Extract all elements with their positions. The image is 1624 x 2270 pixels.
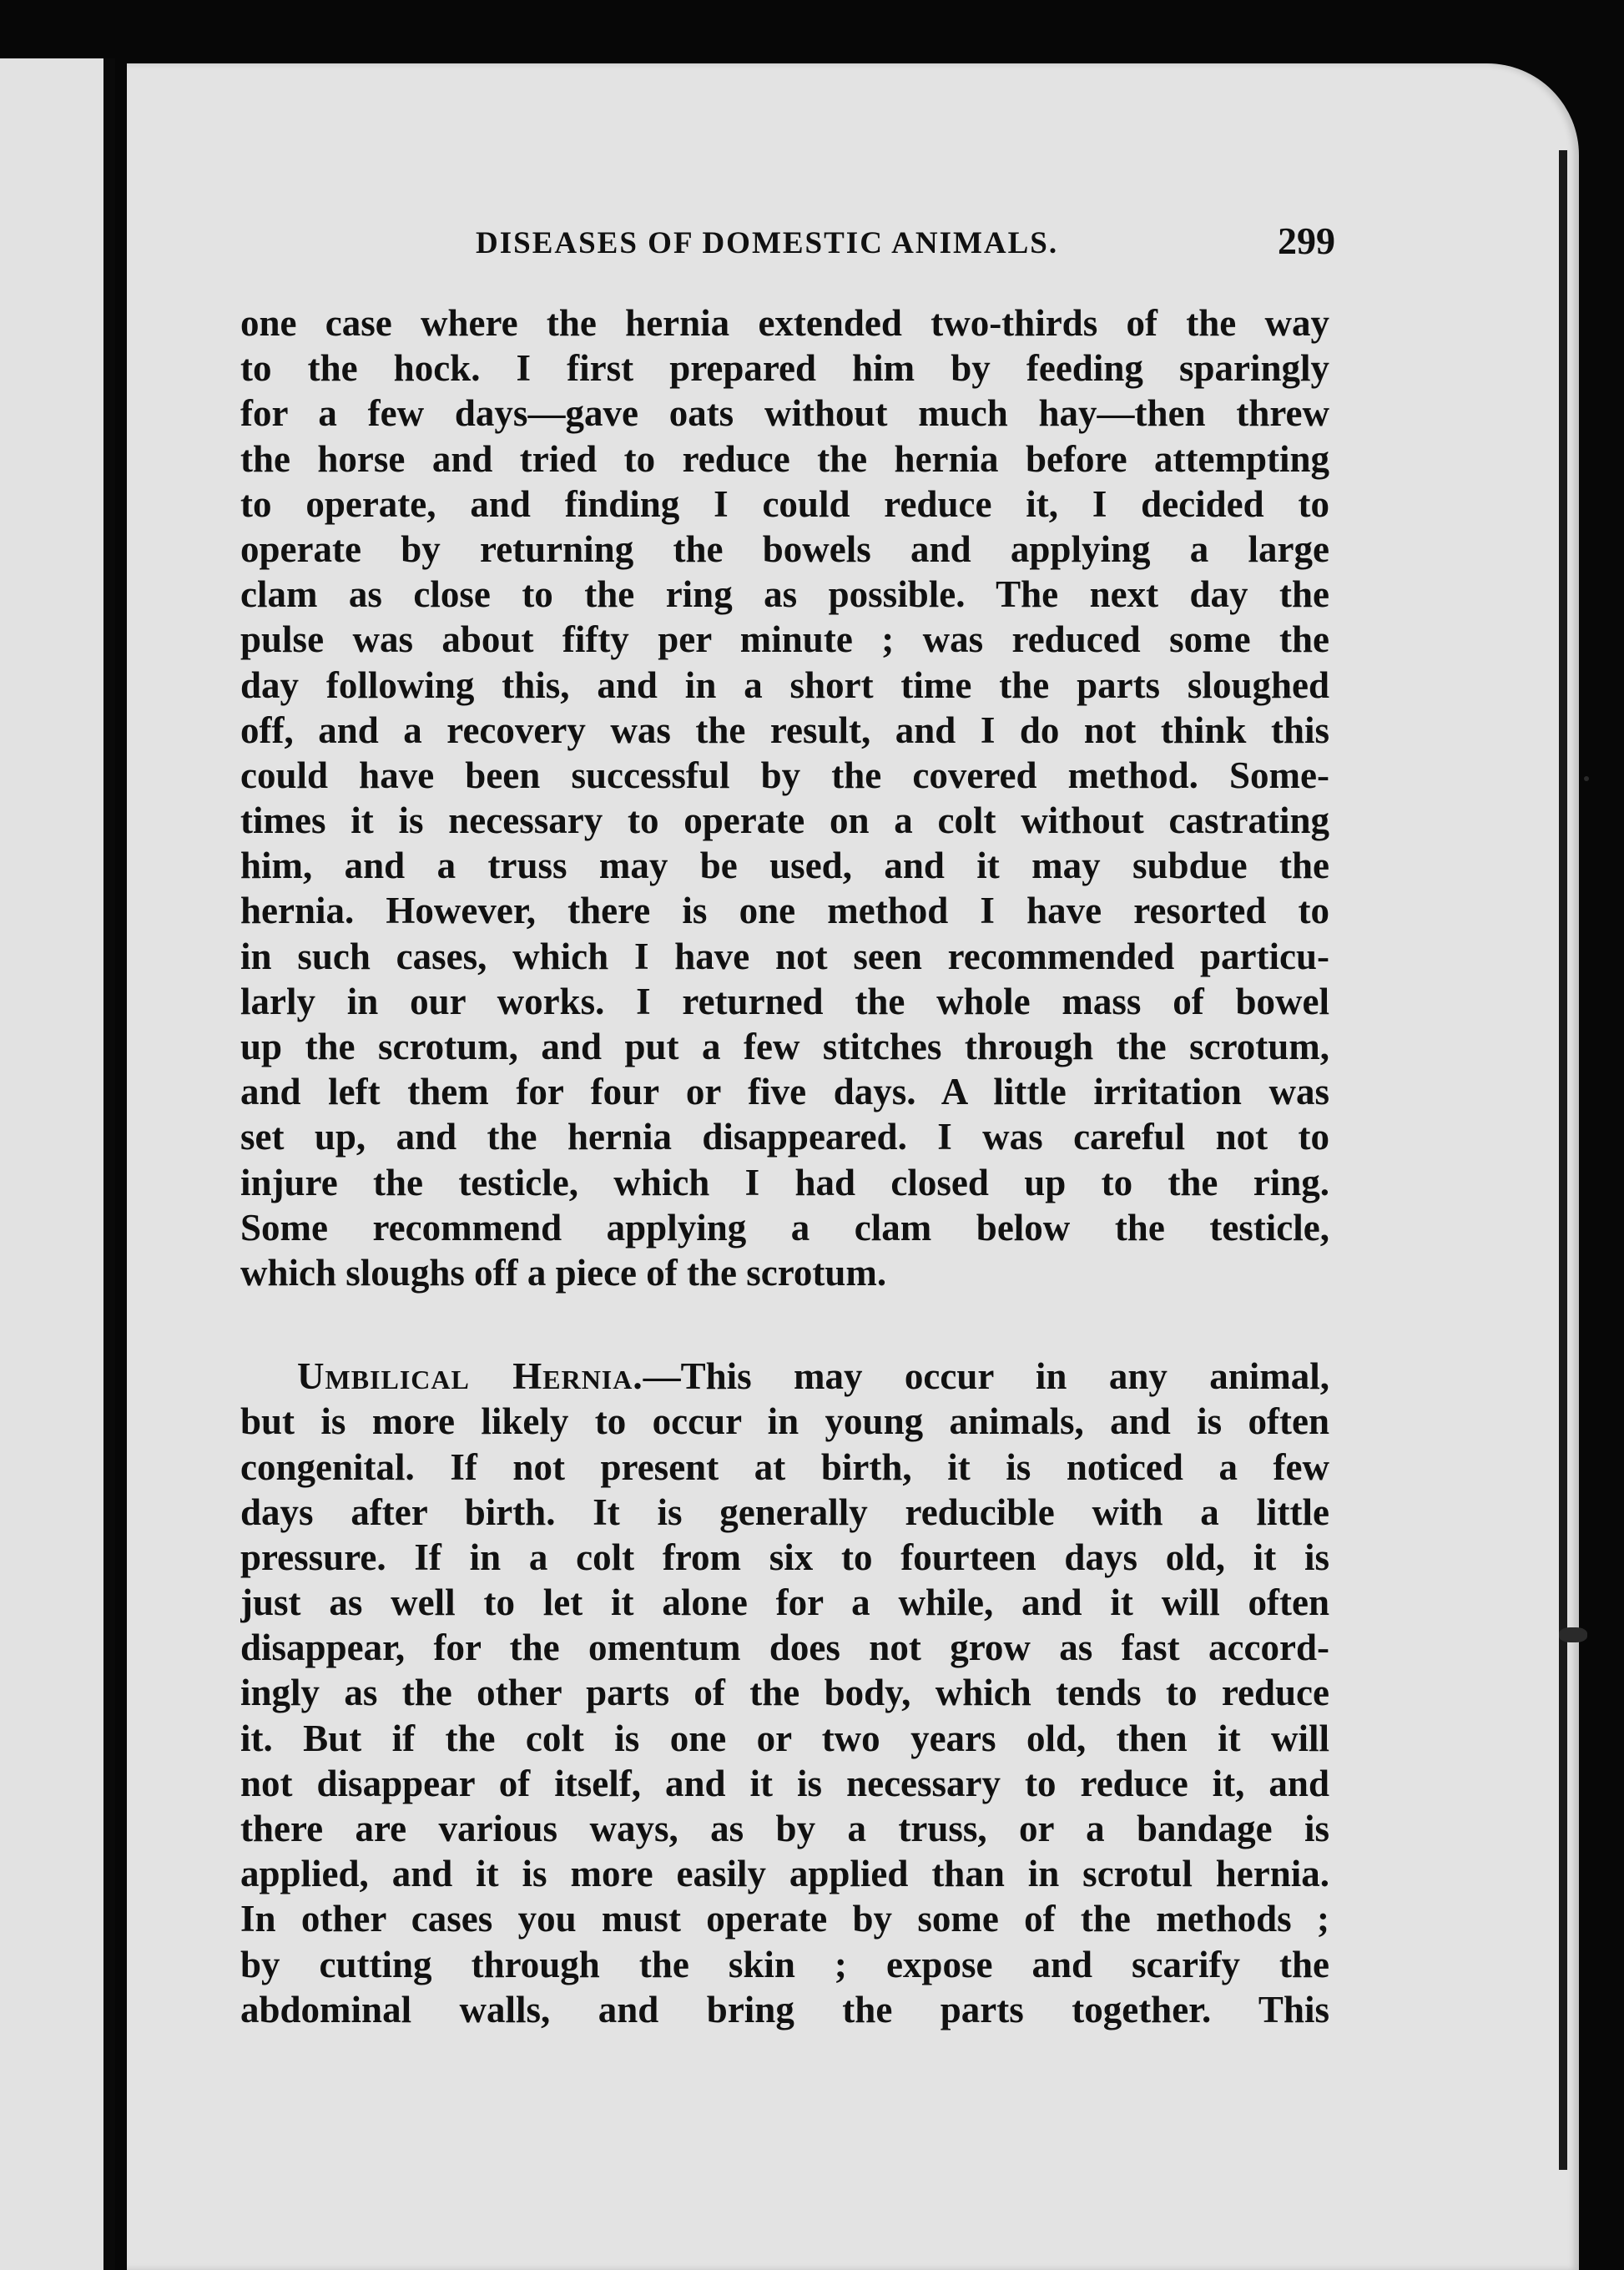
- text-line: larly in our works. I returned the whole mass of bowel: [240, 980, 1329, 1022]
- text-line: pulse was about fifty per minute ; was reduced some the: [240, 618, 1329, 661]
- text-line: operate by returning the bowels and applying a large: [240, 527, 1329, 570]
- text-line: injure the testicle, which I had closed up to the ring.: [240, 1161, 1329, 1203]
- text-line: to the hock. I first prepared him by feeding sparingly: [240, 347, 1329, 390]
- text-line: the horse and tried to reduce the hernia before attempting: [240, 437, 1329, 480]
- running-head: [242, 219, 1335, 269]
- text-line: clam as close to the ring as possible. The next day the: [240, 573, 1329, 616]
- text-line: off, and a recovery was the result, and I do not think this: [240, 709, 1329, 751]
- text-line: in such cases, which I have not seen recommended particu-: [240, 935, 1329, 977]
- text-line: hernia. However, there is one method I have resorted to: [240, 890, 1329, 932]
- paragraph-umbilical-hernia: [240, 1354, 1329, 2032]
- body-text: [240, 300, 1329, 2032]
- text-line: not disappear of itself, and it is necessary to reduce it, and: [240, 1762, 1329, 1804]
- page-number: 299: [1278, 219, 1335, 262]
- text-line: day following this, and in a short time the parts sloughed: [240, 663, 1329, 706]
- paragraph-spacer: [240, 1295, 1329, 1354]
- text-line: applied, and it is more easily applied than in scrotul hernia.: [240, 1853, 1329, 1895]
- scan-speck: [1584, 776, 1589, 781]
- text-line: days after birth. It is generally reducible with a little: [240, 1491, 1329, 1533]
- text-line: just as well to let it alone for a while, and it will often: [240, 1581, 1329, 1624]
- running-head-title: DISEASES OF DOMESTIC ANIMALS.: [476, 226, 1059, 260]
- text-line: for a few days—gave oats without much hay—then threw: [240, 392, 1329, 435]
- text-line: disappear, for the omentum does not grow as fast accord-: [240, 1627, 1329, 1669]
- text-line: and left them for four or five days. A little irritation was: [240, 1071, 1329, 1113]
- text-line: [240, 1354, 1329, 1399]
- text-line: ingly as the other parts of the body, which tends to reduce: [240, 1672, 1329, 1714]
- text-line: Some recommend applying a clam below the testicle,: [240, 1206, 1329, 1248]
- scan-speck: [1559, 1627, 1587, 1642]
- text-line: pressure. If in a colt from six to fourteen days old, it is: [240, 1536, 1329, 1578]
- text-line: In other cases you must operate by some of the methods ;: [240, 1898, 1329, 1940]
- text-line: there are various ways, as by a truss, or a bandage is: [240, 1808, 1329, 1849]
- page-right-edge: [1559, 150, 1567, 2170]
- book-gutter: [103, 58, 115, 2270]
- paragraph-hernia-case: [240, 300, 1329, 1295]
- section-heading: Umbilical Hernia.: [297, 1355, 643, 1398]
- text-line: but is more likely to occur in young animals, and is often: [240, 1400, 1329, 1443]
- text-line: abdominal walls, and bring the parts together. This: [240, 1988, 1329, 2030]
- text-line: one case where the hernia extended two-thirds of the way: [240, 302, 1329, 344]
- heading-line-text: —This may occur in any animal,: [643, 1355, 1329, 1398]
- text-line: could have been successful by the covered method. Some-: [240, 754, 1329, 796]
- text-line: up the scrotum, and put a few stitches through the scrotum,: [240, 1026, 1329, 1067]
- text-line: it. But if the colt is one or two years old, then it will: [240, 1717, 1329, 1759]
- text-line: by cutting through the skin ; expose and scarify the: [240, 1943, 1329, 1985]
- text-line: set up, and the hernia disappeared. I was careful not to: [240, 1116, 1329, 1158]
- text-line: him, and a truss may be used, and it may subdue the: [240, 845, 1329, 887]
- text-line: congenital. If not present at birth, it is noticed a few: [240, 1445, 1329, 1488]
- text-line: times it is necessary to operate on a colt without castrating: [240, 800, 1329, 842]
- text-line: to operate, and finding I could reduce it, I decided to: [240, 482, 1329, 525]
- facing-page-edge: [0, 58, 115, 2270]
- text-line: which sloughs off a piece of the scrotum.: [240, 1251, 887, 1294]
